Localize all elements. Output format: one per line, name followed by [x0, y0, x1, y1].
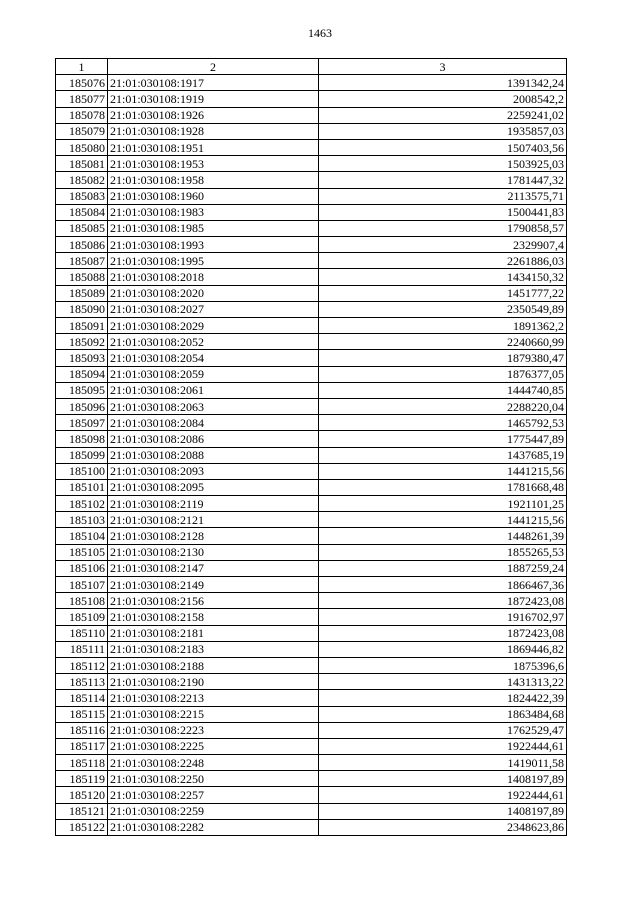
cadastral-value: 1935857,03: [319, 123, 567, 139]
row-number: 185110: [56, 625, 108, 641]
row-number: 185078: [56, 107, 108, 123]
cadastral-number: 21:01:030108:1995: [108, 253, 319, 269]
cadastral-value: 2348623,86: [319, 819, 567, 835]
table-row: [56, 107, 567, 123]
table-row: [56, 220, 567, 236]
cadastral-value: 1922444,61: [319, 738, 567, 754]
table-row: [56, 512, 567, 528]
row-number: 185103: [56, 512, 108, 528]
cadastral-value: 1887259,24: [319, 560, 567, 576]
table-row: [56, 415, 567, 431]
cadastral-value: 1408197,89: [319, 803, 567, 819]
row-number: 185114: [56, 690, 108, 706]
cadastral-value: 1762529,47: [319, 722, 567, 738]
cadastral-number: 21:01:030108:2093: [108, 463, 319, 479]
cadastral-value: 2329907,4: [319, 237, 567, 253]
cadastral-number: 21:01:030108:1953: [108, 156, 319, 172]
cadastral-number: 21:01:030108:2215: [108, 706, 319, 722]
cadastral-number: 21:01:030108:2156: [108, 593, 319, 609]
cadastral-value: 1922444,61: [319, 787, 567, 803]
table-row: [56, 819, 567, 835]
cadastral-value: 2259241,02: [319, 107, 567, 123]
cadastral-value: 1875396,6: [319, 657, 567, 673]
cadastral-number: 21:01:030108:2095: [108, 479, 319, 495]
table-row: [56, 269, 567, 285]
table-row: [56, 496, 567, 512]
cadastral-value: 1500441,83: [319, 204, 567, 220]
table-row: [56, 641, 567, 657]
cadastral-number: 21:01:030108:2188: [108, 657, 319, 673]
cadastral-value: 1781447,32: [319, 172, 567, 188]
row-number: 185093: [56, 350, 108, 366]
row-number: 185118: [56, 755, 108, 771]
row-number: 185104: [56, 528, 108, 544]
table-body: [56, 75, 567, 836]
cadastral-number: 21:01:030108:2259: [108, 803, 319, 819]
table-row: [56, 301, 567, 317]
row-number: 185120: [56, 787, 108, 803]
row-number: 185099: [56, 447, 108, 463]
row-number: 185076: [56, 75, 108, 91]
cadastral-value: 1419011,58: [319, 755, 567, 771]
table-row: [56, 431, 567, 447]
cadastral-value: 1503925,03: [319, 156, 567, 172]
table-row: [56, 560, 567, 576]
cadastral-number: 21:01:030108:2029: [108, 318, 319, 334]
cadastral-number: 21:01:030108:1983: [108, 204, 319, 220]
cadastral-value: 1448261,39: [319, 528, 567, 544]
cadastral-number: 21:01:030108:2088: [108, 447, 319, 463]
table-row: [56, 398, 567, 414]
table-row: [56, 447, 567, 463]
row-number: 185108: [56, 593, 108, 609]
table-row: [56, 787, 567, 803]
row-number: 185105: [56, 544, 108, 560]
cadastral-number: 21:01:030108:1985: [108, 220, 319, 236]
cadastral-value: 1434150,32: [319, 269, 567, 285]
cadastral-number: 21:01:030108:2084: [108, 415, 319, 431]
cadastral-number: 21:01:030108:1926: [108, 107, 319, 123]
page-number: 1463: [308, 26, 332, 40]
cadastral-value: 1444740,85: [319, 382, 567, 398]
row-number: 185109: [56, 609, 108, 625]
cadastral-number: 21:01:030108:2027: [108, 301, 319, 317]
row-number: 185119: [56, 771, 108, 787]
cadastral-value: 1872423,08: [319, 625, 567, 641]
cadastral-number: 21:01:030108:2128: [108, 528, 319, 544]
table-row: [56, 139, 567, 155]
table-row: [56, 738, 567, 754]
table-row: [56, 334, 567, 350]
cadastral-number: 21:01:030108:2225: [108, 738, 319, 754]
cadastral-number: 21:01:030108:1993: [108, 237, 319, 253]
header-col-3: 3: [319, 59, 567, 75]
cadastral-number: 21:01:030108:1917: [108, 75, 319, 91]
row-number: 185087: [56, 253, 108, 269]
table-row: [56, 350, 567, 366]
table-row: [56, 803, 567, 819]
table-row: [56, 463, 567, 479]
cadastral-number: 21:01:030108:2061: [108, 382, 319, 398]
header-row: [56, 59, 567, 75]
row-number: 185101: [56, 479, 108, 495]
table-row: [56, 755, 567, 771]
cadastral-value: 1391342,24: [319, 75, 567, 91]
row-number: 185085: [56, 220, 108, 236]
table-row: [56, 528, 567, 544]
table-row: [56, 172, 567, 188]
cadastral-value: 1441215,56: [319, 512, 567, 528]
cadastral-number: 21:01:030108:1919: [108, 91, 319, 107]
row-number: 185096: [56, 398, 108, 414]
cadastral-number: 21:01:030108:1928: [108, 123, 319, 139]
row-number: 185121: [56, 803, 108, 819]
cadastral-number: 21:01:030108:2086: [108, 431, 319, 447]
cadastral-number: 21:01:030108:2257: [108, 787, 319, 803]
table-row: [56, 593, 567, 609]
row-number: 185113: [56, 674, 108, 690]
cadastral-number: 21:01:030108:2223: [108, 722, 319, 738]
cadastral-value: 2350549,89: [319, 301, 567, 317]
table-row: [56, 366, 567, 382]
cadastral-value: 1872423,08: [319, 593, 567, 609]
table-row: [56, 318, 567, 334]
row-number: 185116: [56, 722, 108, 738]
table-row: [56, 544, 567, 560]
table-row: [56, 156, 567, 172]
row-number: 185115: [56, 706, 108, 722]
cadastral-value: 1869446,82: [319, 641, 567, 657]
row-number: 185086: [56, 237, 108, 253]
cadastral-value: 2008542,2: [319, 91, 567, 107]
table-row: [56, 771, 567, 787]
cadastral-value: 1921101,25: [319, 496, 567, 512]
cadastral-value: 1876377,05: [319, 366, 567, 382]
cadastral-number: 21:01:030108:2052: [108, 334, 319, 350]
table-row: [56, 690, 567, 706]
row-number: 185122: [56, 819, 108, 835]
table-row: [56, 479, 567, 495]
table-row: [56, 706, 567, 722]
cadastral-number: 21:01:030108:1958: [108, 172, 319, 188]
row-number: 185100: [56, 463, 108, 479]
row-number: 185079: [56, 123, 108, 139]
table-row: [56, 625, 567, 641]
cadastral-value: 1866467,36: [319, 577, 567, 593]
table-row: [56, 91, 567, 107]
row-number: 185088: [56, 269, 108, 285]
cadastral-number: 21:01:030108:2020: [108, 285, 319, 301]
cadastral-number: 21:01:030108:2190: [108, 674, 319, 690]
row-number: 185111: [56, 641, 108, 657]
cadastral-number: 21:01:030108:2054: [108, 350, 319, 366]
row-number: 185090: [56, 301, 108, 317]
row-number: 185107: [56, 577, 108, 593]
cadastral-value: 1437685,19: [319, 447, 567, 463]
table-row: [56, 382, 567, 398]
cadastral-number: 21:01:030108:2147: [108, 560, 319, 576]
cadastral-number: 21:01:030108:2158: [108, 609, 319, 625]
cadastral-number: 21:01:030108:2130: [108, 544, 319, 560]
row-number: 185082: [56, 172, 108, 188]
cadastral-number: 21:01:030108:2119: [108, 496, 319, 512]
table-row: [56, 237, 567, 253]
table-row: [56, 722, 567, 738]
row-number: 185102: [56, 496, 108, 512]
cadastral-number: 21:01:030108:2121: [108, 512, 319, 528]
cadastral-value: 1790858,57: [319, 220, 567, 236]
table-row: [56, 285, 567, 301]
header-col-1: 1: [56, 59, 108, 75]
row-number: 185084: [56, 204, 108, 220]
cadastral-value: 1879380,47: [319, 350, 567, 366]
cadastral-number: 21:01:030108:2018: [108, 269, 319, 285]
row-number: 185095: [56, 382, 108, 398]
cadastral-number: 21:01:030108:1960: [108, 188, 319, 204]
cadastral-value: 2261886,03: [319, 253, 567, 269]
table-header: [56, 59, 567, 75]
cadastral-number: 21:01:030108:2213: [108, 690, 319, 706]
table-row: [56, 75, 567, 91]
cadastral-value: 1781668,48: [319, 479, 567, 495]
cadastral-value: 1916702,97: [319, 609, 567, 625]
row-number: 185089: [56, 285, 108, 301]
row-number: 185098: [56, 431, 108, 447]
cadastral-value: 1775447,89: [319, 431, 567, 447]
cadastral-value: 1863484,68: [319, 706, 567, 722]
row-number: 185091: [56, 318, 108, 334]
row-number: 185083: [56, 188, 108, 204]
cadastral-value: 1408197,89: [319, 771, 567, 787]
row-number: 185117: [56, 738, 108, 754]
row-number: 185097: [56, 415, 108, 431]
table-row: [56, 253, 567, 269]
cadastral-value: 2288220,04: [319, 398, 567, 414]
cadastral-number: 21:01:030108:2250: [108, 771, 319, 787]
row-number: 185092: [56, 334, 108, 350]
cadastral-number: 21:01:030108:2063: [108, 398, 319, 414]
cadastral-value: 1451777,22: [319, 285, 567, 301]
cadastral-value: 1441215,56: [319, 463, 567, 479]
row-number: 185094: [56, 366, 108, 382]
header-col-2: 2: [108, 59, 319, 75]
row-number: 185081: [56, 156, 108, 172]
row-number: 185112: [56, 657, 108, 673]
table-row: [56, 609, 567, 625]
cadastral-value: 1891362,2: [319, 318, 567, 334]
table-row: [56, 657, 567, 673]
table-row: [56, 204, 567, 220]
cadastral-number: 21:01:030108:2183: [108, 641, 319, 657]
cadastral-value: 1507403,56: [319, 139, 567, 155]
cadastral-number: 21:01:030108:2282: [108, 819, 319, 835]
row-number: 185106: [56, 560, 108, 576]
table-row: [56, 188, 567, 204]
row-number: 185077: [56, 91, 108, 107]
cadastral-value-table: [55, 58, 567, 836]
cadastral-number: 21:01:030108:2149: [108, 577, 319, 593]
cadastral-value: 2240660,99: [319, 334, 567, 350]
cadastral-value: 1465792,53: [319, 415, 567, 431]
table-row: [56, 577, 567, 593]
cadastral-number: 21:01:030108:2248: [108, 755, 319, 771]
cadastral-value: 1855265,53: [319, 544, 567, 560]
table-row: [56, 674, 567, 690]
cadastral-number: 21:01:030108:1951: [108, 139, 319, 155]
cadastral-value: 1824422,39: [319, 690, 567, 706]
cadastral-number: 21:01:030108:2181: [108, 625, 319, 641]
cadastral-value: 1431313,22: [319, 674, 567, 690]
cadastral-value: 2113575,71: [319, 188, 567, 204]
cadastral-number: 21:01:030108:2059: [108, 366, 319, 382]
table-row: [56, 123, 567, 139]
row-number: 185080: [56, 139, 108, 155]
